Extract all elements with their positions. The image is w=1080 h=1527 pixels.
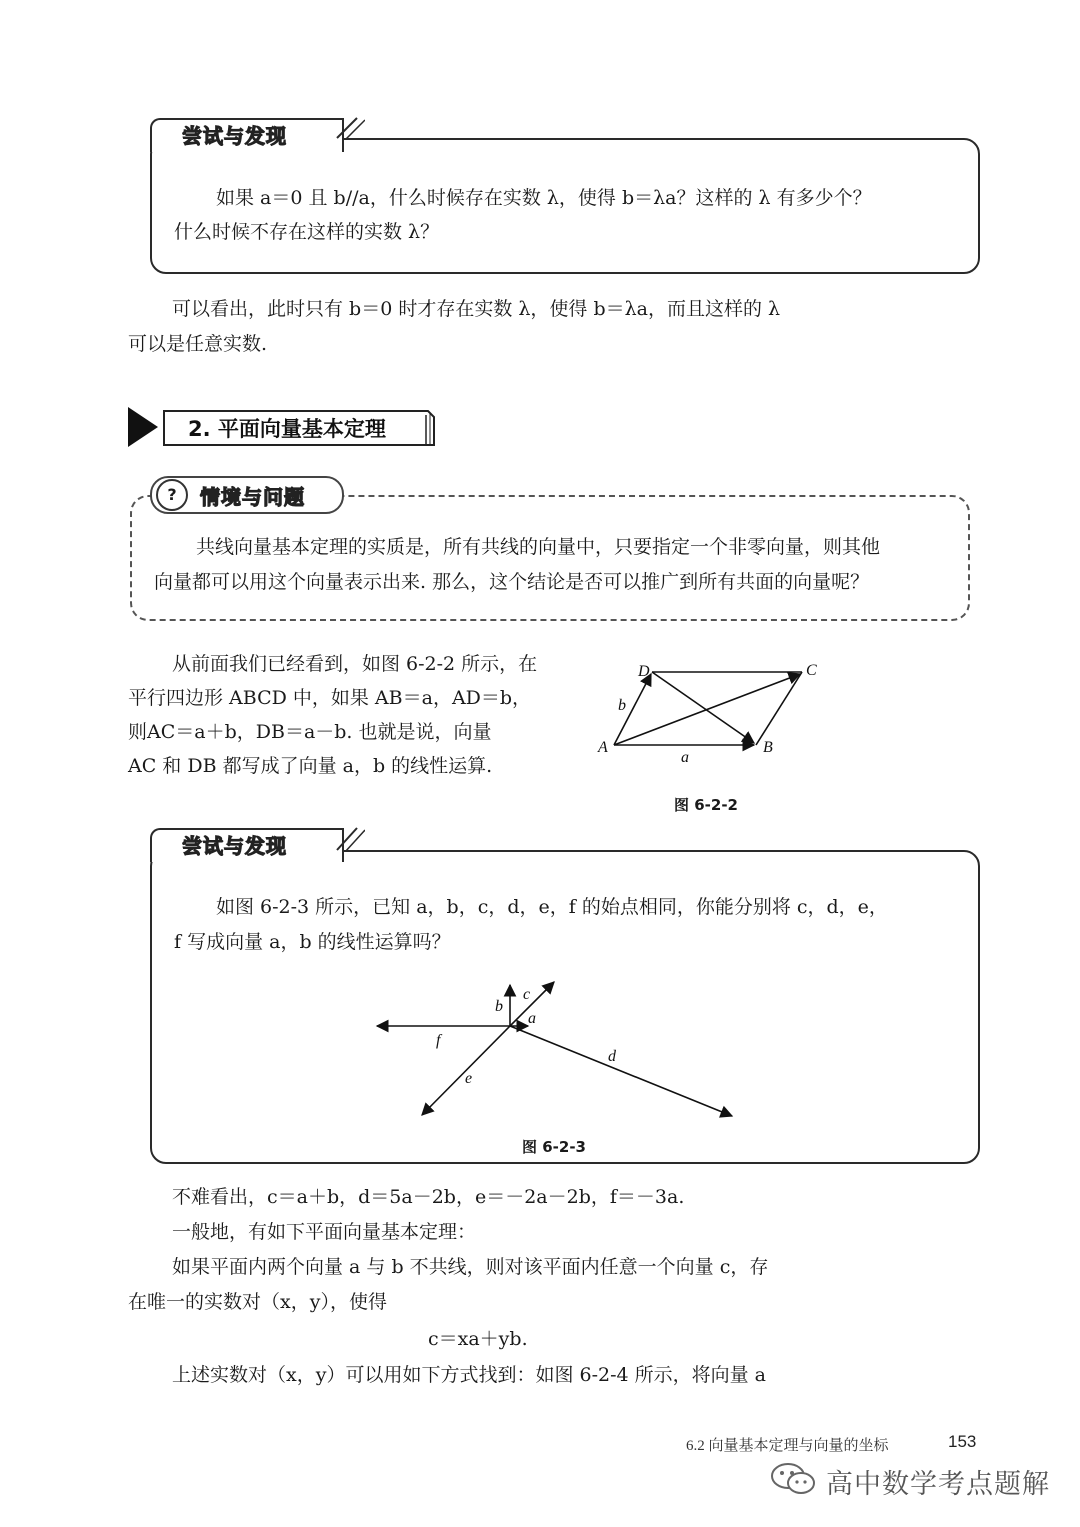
label-f: f bbox=[436, 1032, 441, 1049]
label-b: b bbox=[618, 697, 626, 714]
label-A: A bbox=[598, 739, 608, 756]
try-discover-label-1: 尝试与发现 bbox=[182, 124, 287, 148]
scenario-line-1: 共线向量基本定理的实质是，所有共线的向量中，只要指定一个非零向量，则其他 bbox=[196, 536, 881, 558]
paragraph-2-line-4: AC 和 DB 都写成了向量 a，b 的线性运算. bbox=[128, 755, 493, 777]
try-box-1-line-1: 如果 a＝0 且 b//a，什么时候存在实数 λ，使得 b＝λa？这样的 λ 有多少个？ bbox=[216, 187, 872, 209]
label-a: a bbox=[681, 749, 689, 766]
section-title: 2. 平面向量基本定理 bbox=[188, 417, 386, 441]
label-D: D bbox=[638, 663, 650, 680]
try-box-2-line-2: f 写成向量 a，b 的线性运算吗？ bbox=[174, 931, 451, 953]
label-a: a bbox=[528, 1010, 536, 1027]
figure-6-2-2-caption: 图 6-2-2 bbox=[674, 796, 738, 814]
wechat-icon bbox=[768, 1460, 820, 1498]
tab-slant-1 bbox=[335, 116, 365, 140]
label-b: b bbox=[495, 998, 503, 1015]
paragraph-3-line-3: 如果平面内两个向量 a 与 b 不共线，则对该平面内任意一个向量 c，存 bbox=[172, 1256, 769, 1278]
section-banner bbox=[128, 405, 440, 449]
label-C: C bbox=[806, 662, 817, 679]
page-number: 153 bbox=[948, 1432, 977, 1451]
label-c: c bbox=[523, 986, 531, 1003]
vector-d bbox=[510, 1026, 732, 1116]
paragraph-1-line-2: 可以是任意实数. bbox=[128, 333, 268, 355]
label-e: e bbox=[465, 1070, 473, 1087]
scenario-icon: ? bbox=[156, 479, 188, 511]
paragraph-3-line-4: 在唯一的实数对（x，y），使得 bbox=[128, 1291, 387, 1313]
watermark-text: 高中数学考点题解 bbox=[826, 1469, 1050, 1500]
footer-section-label: 6.2 向量基本定理与向量的坐标 bbox=[686, 1438, 889, 1454]
figure-6-2-3 bbox=[370, 975, 750, 1125]
paragraph-3-line-2: 一般地，有如下平面向量基本定理： bbox=[172, 1221, 477, 1243]
edge-cb bbox=[756, 672, 802, 745]
figure-6-2-2 bbox=[590, 655, 830, 785]
try-box-1-line-2: 什么时候不存在这样的实数 λ？ bbox=[174, 221, 440, 243]
paragraph-2-line-3: 则AC＝a＋b，DB＝a－b. 也就是说，向量 bbox=[128, 721, 492, 743]
tab-slant-2 bbox=[335, 826, 365, 852]
scenario-tab-label: 情境与问题 bbox=[200, 485, 305, 509]
paragraph-2-line-1: 从前面我们已经看到，如图 6-2-2 所示，在 bbox=[172, 653, 538, 675]
scenario-line-2: 向量都可以用这个向量表示出来. 那么，这个结论是否可以推广到所有共面的向量呢？ bbox=[154, 571, 870, 593]
paragraph-3-line-1: 不难看出，c＝a＋b，d＝5a－2b，e＝－2a－2b，f＝－3a. bbox=[172, 1186, 685, 1208]
try-discover-label-2: 尝试与发现 bbox=[182, 834, 287, 858]
label-B: B bbox=[763, 739, 773, 756]
theorem-formula: c＝xa＋yb. bbox=[428, 1328, 528, 1350]
figure-6-2-3-caption: 图 6-2-3 bbox=[522, 1138, 586, 1156]
label-d: d bbox=[608, 1048, 616, 1065]
try-box-2-line-1: 如图 6-2-3 所示，已知 a，b，c，d，e，f 的始点相同，你能分别将 c，d，e， bbox=[216, 896, 888, 918]
paragraph-2-line-2: 平行四边形 ABCD 中，如果 AB＝a，AD＝b， bbox=[128, 687, 532, 709]
vector-db bbox=[652, 672, 754, 743]
paragraph-1-line-1: 可以看出，此时只有 b＝0 时才存在实数 λ，使得 b＝λa，而且这样的 λ bbox=[172, 298, 781, 320]
paragraph-3-line-5: 上述实数对（x，y）可以用如下方式找到：如图 6-2-4 所示，将向量 a bbox=[172, 1364, 767, 1386]
